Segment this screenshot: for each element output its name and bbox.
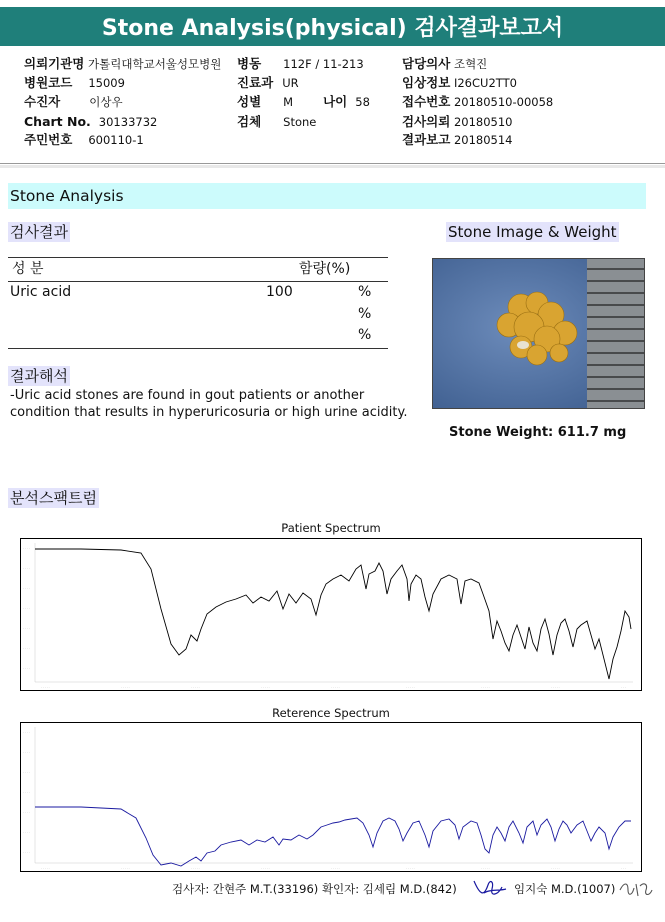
info-label: Chart No. <box>24 114 91 129</box>
table-header-rule <box>8 281 388 282</box>
svg-text:. . . .: . . . . <box>23 810 30 814</box>
info-label: 주민번호 <box>24 132 73 147</box>
svg-text:. . . . .: . . . . . <box>481 866 490 870</box>
footer-signer-2: 임지숙 M.D.(1007) <box>514 882 616 896</box>
info-label: 접수번호 <box>402 94 451 109</box>
svg-text:. . . . .: . . . . . <box>191 685 200 689</box>
svg-text:. . .: . . . <box>621 685 626 689</box>
info-value: Stone <box>283 115 317 129</box>
info-divider <box>0 163 665 164</box>
patient-spectrum-chart <box>20 538 642 691</box>
info-value: 20180514 <box>453 133 513 147</box>
stone-weight-label: Stone Weight: <box>449 425 554 440</box>
patient-spectrum-svg <box>21 539 641 690</box>
info-label: 검체 <box>237 114 262 129</box>
col-component-header: 성 분 <box>12 261 44 277</box>
info-label: 수진자 <box>24 94 61 109</box>
svg-text:. . . . .: . . . . . <box>551 866 560 870</box>
info-label: 병동 <box>237 56 262 71</box>
svg-text:. . . . .: . . . . . <box>331 866 340 870</box>
svg-text:. . . . .: . . . . . <box>406 685 415 689</box>
section-title: Stone Analysis <box>8 183 646 209</box>
interpretation-line: -Uric acid stones are found in gout patients or another <box>10 388 365 403</box>
info-value: 112F / 11-213 <box>283 57 364 71</box>
info-mid <box>237 57 370 133</box>
svg-text:. . . . .: . . . . . <box>331 685 340 689</box>
info-label: 병원코드 <box>24 75 73 90</box>
info-label: 성별 <box>237 94 262 109</box>
info-divider-shadow <box>0 165 665 168</box>
svg-text:. . . .: . . . . <box>23 830 30 834</box>
svg-text:. . . .: . . . . <box>23 730 30 734</box>
interpretation-text <box>10 387 407 421</box>
reference-spectrum-chart <box>20 722 642 872</box>
svg-text:. . . . .: . . . . . <box>551 685 560 689</box>
info-value: I26CU2TT0 <box>453 76 517 90</box>
info-label: 검사의뢰 <box>402 114 451 129</box>
table-cell-unit: % <box>358 327 372 343</box>
svg-text:. . . .: . . . . <box>23 566 30 570</box>
report-title: Stone Analysis(physical) 검사결과보고서 <box>101 16 564 41</box>
info-label: 진료과 <box>237 75 274 90</box>
svg-text:. . . .: . . . . <box>23 770 30 774</box>
info-left <box>24 57 221 152</box>
svg-text:. . . . .: . . . . . <box>41 866 50 870</box>
info-value: 조혁진 <box>453 57 488 71</box>
svg-text:. . . . .: . . . . . <box>261 866 270 870</box>
svg-text:. . . . .: . . . . . <box>261 685 270 689</box>
spectrum-heading: 분석스팩트럼 <box>10 489 97 507</box>
svg-text:. . . . .: . . . . . <box>41 685 50 689</box>
info-value: 20180510 <box>453 115 513 129</box>
info-value: M <box>283 95 294 109</box>
info-right <box>402 57 553 152</box>
svg-text:. . . .: . . . . <box>23 606 30 610</box>
signature-1 <box>470 875 510 901</box>
header-top-margin <box>0 0 665 7</box>
info-value: 600110-1 <box>88 133 144 147</box>
svg-text:. . . .: . . . . <box>23 626 30 630</box>
signature-2 <box>616 876 656 902</box>
table-top-rule <box>8 257 388 258</box>
interpretation-heading: 결과해석 <box>10 367 68 385</box>
info-value: 15009 <box>88 76 125 90</box>
reference-spectrum-svg <box>21 723 641 871</box>
interpretation-line: condition that results in hyperuricosuria or high urine acidity. <box>10 405 408 420</box>
info-value: 가톨릭대학교서울성모병원 <box>88 57 222 71</box>
svg-text:. . . .: . . . . <box>23 546 30 550</box>
svg-text:. . .: . . . <box>621 866 626 870</box>
table-cell-unit: % <box>358 284 372 300</box>
patient-spectrum-line <box>35 549 631 679</box>
info-value: 이상우 <box>89 95 123 109</box>
stone-photo-image <box>433 259 645 409</box>
stone-photo <box>432 258 645 409</box>
svg-text:. . . .: . . . . <box>23 586 30 590</box>
info-label: 나이 <box>323 94 348 109</box>
reference-spectrum-line <box>35 807 631 866</box>
svg-text:. . . . .: . . . . . <box>481 685 490 689</box>
stone-weight-value: 611.7 mg <box>557 425 627 440</box>
col-content-header: 함량(%) <box>299 261 351 277</box>
info-value: 58 <box>355 95 370 109</box>
result-heading: 검사결과 <box>10 223 68 241</box>
image-heading: Stone Image & Weight <box>448 223 617 241</box>
svg-text:. . . .: . . . . <box>23 850 30 854</box>
svg-text:. . . .: . . . . <box>23 646 30 650</box>
table-cell-unit: % <box>358 306 372 322</box>
table-cell-name: Uric acid <box>10 284 72 300</box>
info-label: 임상정보 <box>402 75 451 90</box>
svg-text:. . . . .: . . . . . <box>121 866 130 870</box>
table-cell-value: 100 <box>266 284 293 300</box>
info-label: 결과보고 <box>402 132 451 147</box>
svg-text:. . . .: . . . . <box>23 666 30 670</box>
svg-text:. . . .: . . . . <box>23 790 30 794</box>
info-label: 담당의사 <box>402 56 451 71</box>
svg-text:. . . . .: . . . . . <box>121 685 130 689</box>
table-bottom-rule <box>8 348 388 349</box>
info-value: UR <box>282 76 299 90</box>
svg-text:. . . .: . . . . <box>23 750 30 754</box>
svg-text:. . . . .: . . . . . <box>406 866 415 870</box>
reference-spectrum-title: Reterence Spectrum <box>272 706 390 720</box>
info-value: 30133732 <box>98 115 158 129</box>
footer-signers: 검사자: 간현주 M.T.(33196) 확인자: 김세림 M.D.(842) <box>172 882 457 896</box>
info-value: 20180510-00058 <box>453 95 554 109</box>
info-label: 의뢰기관명 <box>24 56 85 71</box>
patient-spectrum-title: Patient Spectrum <box>281 521 381 535</box>
stone-weight <box>449 425 626 440</box>
svg-text:. . . . .: . . . . . <box>191 866 200 870</box>
